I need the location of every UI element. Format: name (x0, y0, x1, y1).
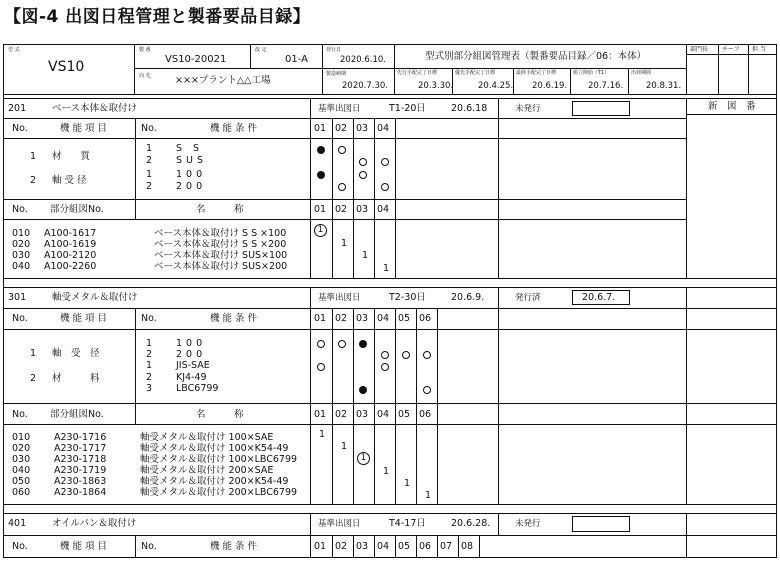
section-number: 301 (8, 292, 27, 303)
circle-mark (338, 146, 346, 154)
marker-value: 1 (319, 429, 326, 440)
filled-dot (317, 146, 325, 154)
item-label: 材 料 (52, 373, 100, 384)
section-name: ベース本体＆取付け (52, 103, 138, 114)
part-drawing-no: A230-1717 (54, 443, 107, 454)
col-header: 07 (440, 541, 453, 552)
yusen-label: 優先手配完了日標 (455, 70, 496, 76)
col-header: 06 (419, 541, 432, 552)
filled-dot (359, 340, 367, 348)
col-header: No. (12, 409, 28, 420)
part-no: 020 (12, 239, 31, 250)
issue-status: 未発行 (515, 519, 541, 529)
cond-number: 1 (146, 143, 153, 154)
sakite-label: 先行手配完了日標 (397, 70, 438, 76)
col-header: 01 (314, 204, 327, 215)
hakko-value: 2020.6.10. (340, 55, 386, 65)
col-header: 08 (461, 541, 474, 552)
section-number: 401 (8, 518, 27, 529)
kijun-label: 基準出図日 (318, 104, 361, 114)
doc-title: 型式別部分組図管理表（製番要品目録／06：本体） (425, 51, 647, 62)
circle-mark (338, 183, 346, 191)
cond-value: 200 (176, 181, 207, 192)
part-name: ベース本体＆取付け SUS×200 (154, 261, 288, 272)
part-no: 040 (12, 261, 31, 272)
kijun-label: 基準出図日 (318, 519, 361, 529)
col-header: 機 能 条 件 (210, 541, 258, 552)
circle-mark (317, 340, 325, 348)
section-name: オイルパン＆取付け (52, 518, 137, 529)
shukka-value: 20.8.31. (646, 81, 682, 91)
type-value: VS10 (48, 59, 85, 75)
marker-value: 1 (383, 466, 390, 477)
circle-mark (381, 183, 389, 191)
cond-value: 100 (176, 338, 207, 349)
circled-mark: 1 (357, 452, 370, 465)
part-drawing-no: A230-1718 (54, 454, 107, 465)
item-label: 軸 受 径 (52, 348, 100, 359)
seizo-value: 2020.7.30. (342, 81, 388, 91)
circle-mark (381, 158, 389, 166)
part-no: 060 (12, 487, 31, 498)
circle-mark (423, 351, 431, 359)
col-header: 機 能 項 目 (60, 313, 108, 324)
circle-mark (359, 171, 367, 179)
col-header: 04 (377, 541, 390, 552)
part-no: 050 (12, 476, 31, 487)
seizo-label: 製造納期 (326, 71, 347, 77)
col-header: No. (12, 123, 28, 134)
part-no: 040 (12, 465, 31, 476)
cond-value: LBC6799 (176, 383, 219, 394)
target-date: 20.6.28. (451, 518, 491, 529)
marker-value: 1 (425, 490, 432, 501)
part-name: 軸受メタル＆取付け 100×LBC6799 (140, 454, 298, 465)
marker-value: 1 (341, 441, 348, 452)
target-date: 20.6.18 (451, 103, 488, 114)
cond-number: 2 (146, 181, 153, 192)
circle-mark (338, 340, 346, 348)
muke-label: 向 先 (139, 73, 151, 79)
cond-number: 1 (146, 338, 153, 349)
col-header: No. (141, 313, 157, 324)
marker-value: 1 (383, 263, 390, 274)
circle-mark (317, 363, 325, 371)
part-no: 030 (12, 454, 31, 465)
kumitate-label: 組立開始（T1） (573, 70, 610, 76)
col-header: 02 (335, 204, 348, 215)
cond-number: 2 (146, 155, 153, 166)
col-header: No. (12, 313, 28, 324)
muke-value: ×××プラント△△工場 (175, 75, 271, 86)
stamp-label: 担 当 (752, 46, 766, 53)
saishu-value: 20.6.19. (532, 81, 568, 91)
cond-number: 1 (146, 169, 153, 180)
col-header: 01 (314, 409, 327, 420)
saishu-label: 最終手配完了日標 (516, 70, 557, 76)
kijun-label: 基準出図日 (318, 293, 361, 303)
col-header: 名 称 (196, 204, 244, 215)
cond-value: S S (176, 143, 204, 154)
col-header: 機 能 条 件 (210, 313, 258, 324)
col-header: 06 (419, 313, 432, 324)
col-header: 05 (398, 313, 411, 324)
item-label: 材 質 (52, 151, 91, 162)
col-header: 03 (356, 409, 369, 420)
col-header: 02 (335, 313, 348, 324)
col-header: No. (141, 123, 157, 134)
col-header: 01 (314, 313, 327, 324)
part-no: 010 (12, 228, 31, 239)
cond-number: 1 (146, 360, 153, 371)
item-number: 1 (30, 151, 37, 162)
col-header: 機 能 項 目 (60, 541, 108, 552)
target-date: 20.6.9. (451, 292, 485, 303)
marker-value: 1 (404, 478, 411, 489)
part-drawing-no: A230-1864 (54, 487, 107, 498)
circle-mark (381, 351, 389, 359)
col-header: 03 (356, 313, 369, 324)
t-offset: T4-17日 (389, 518, 426, 529)
kaitei-label: 改 定 (255, 47, 267, 53)
cond-value: SUS (176, 155, 208, 166)
kaitei-value: 01-A (285, 54, 308, 65)
part-no: 020 (12, 443, 31, 454)
part-drawing-no: A230-1863 (54, 476, 107, 487)
col-header: 03 (356, 541, 369, 552)
seiban-label: 製 番 (139, 47, 151, 53)
section-number: 201 (8, 103, 27, 114)
issue-status: 未発行 (515, 104, 541, 114)
cond-value: JIS-SAE (176, 360, 210, 371)
col-header: 02 (335, 409, 348, 420)
col-header: 機 能 条 件 (210, 123, 258, 134)
col-header: 04 (377, 204, 390, 215)
circle-mark (402, 351, 410, 359)
seiban-value: VS10-20021 (165, 54, 227, 65)
col-header: 01 (314, 541, 327, 552)
yusen-value: 20.4.25. (478, 81, 514, 91)
marker-value: 1 (341, 238, 348, 249)
part-name: 軸受メタル＆取付け 200×K54-49 (140, 476, 289, 487)
part-drawing-no: A100-1619 (44, 239, 97, 250)
part-name: ベース本体＆取付け SUS×100 (154, 250, 288, 261)
col-header: 05 (398, 409, 411, 420)
item-number: 2 (30, 373, 37, 384)
figure-title: 【図-4 出図日程管理と製番要品目録】 (4, 7, 311, 27)
col-header: 機 能 項 目 (60, 123, 108, 134)
col-header: 05 (398, 541, 411, 552)
part-no: 030 (12, 250, 31, 261)
col-header: 03 (356, 123, 369, 134)
col-header: 02 (335, 541, 348, 552)
t-offset: T1-20日 (389, 103, 426, 114)
col-header: 04 (377, 123, 390, 134)
col-header: 部分組図No. (50, 204, 104, 215)
sakite-value: 20.3.30. (418, 81, 454, 91)
col-header: 01 (314, 123, 327, 134)
type-label: 型 式 (8, 47, 20, 53)
cond-value: KJ4-49 (176, 372, 207, 383)
col-header: 部分組図No. (50, 409, 104, 420)
issued-date: 20.6.7. (582, 292, 616, 303)
part-drawing-no: A100-2260 (44, 261, 97, 272)
circle-mark (423, 386, 431, 394)
issue-status: 発行済 (515, 293, 541, 303)
cond-value: 100 (176, 169, 207, 180)
kumitate-value: 20.7.16. (588, 81, 624, 91)
new-drawing-label: 新 図 番 (708, 101, 756, 112)
col-header: No. (12, 541, 28, 552)
part-drawing-no: A230-1719 (54, 465, 107, 476)
stamp-label: 部門長 (690, 46, 709, 53)
part-no: 010 (12, 432, 31, 443)
col-header: No. (12, 204, 28, 215)
marker-value: 1 (362, 250, 369, 261)
t-offset: T2-30日 (389, 292, 426, 303)
col-header: 03 (356, 204, 369, 215)
circle-mark (381, 363, 389, 371)
part-name: 軸受メタル＆取付け 200×SAE (140, 465, 274, 476)
hakko-label: 発行日 (326, 47, 342, 53)
section-name: 軸受メタル＆取付け (52, 292, 138, 303)
cond-number: 2 (146, 372, 153, 383)
col-header: 06 (419, 409, 432, 420)
part-name: 軸受メタル＆取付け 100×K54-49 (140, 443, 289, 454)
part-name: 軸受メタル＆取付け 100×SAE (140, 432, 274, 443)
col-header: 04 (377, 313, 390, 324)
item-number: 2 (30, 175, 37, 186)
col-header: 04 (377, 409, 390, 420)
col-header: No. (141, 541, 157, 552)
cond-number: 2 (146, 349, 153, 360)
circled-mark: 1 (314, 224, 327, 237)
part-drawing-no: A100-1617 (44, 228, 97, 239)
part-name: ベース本体＆取付け S S ×200 (154, 239, 287, 250)
stamp-label: チーフ (722, 46, 740, 53)
col-header: 02 (335, 123, 348, 134)
part-name: ベース本体＆取付け S S ×100 (154, 228, 287, 239)
col-header: 名 称 (196, 409, 244, 420)
circle-mark (359, 158, 367, 166)
part-drawing-no: A230-1716 (54, 432, 107, 443)
filled-dot (359, 386, 367, 394)
item-label: 軸 受 径 (52, 175, 87, 186)
part-name: 軸受メタル＆取付け 200×LBC6799 (140, 487, 298, 498)
part-drawing-no: A100-2120 (44, 250, 97, 261)
cond-value: 200 (176, 349, 207, 360)
filled-dot (317, 171, 325, 179)
item-number: 1 (30, 348, 37, 359)
shukka-label: 出荷期間 (631, 70, 652, 76)
cond-number: 3 (146, 383, 153, 394)
